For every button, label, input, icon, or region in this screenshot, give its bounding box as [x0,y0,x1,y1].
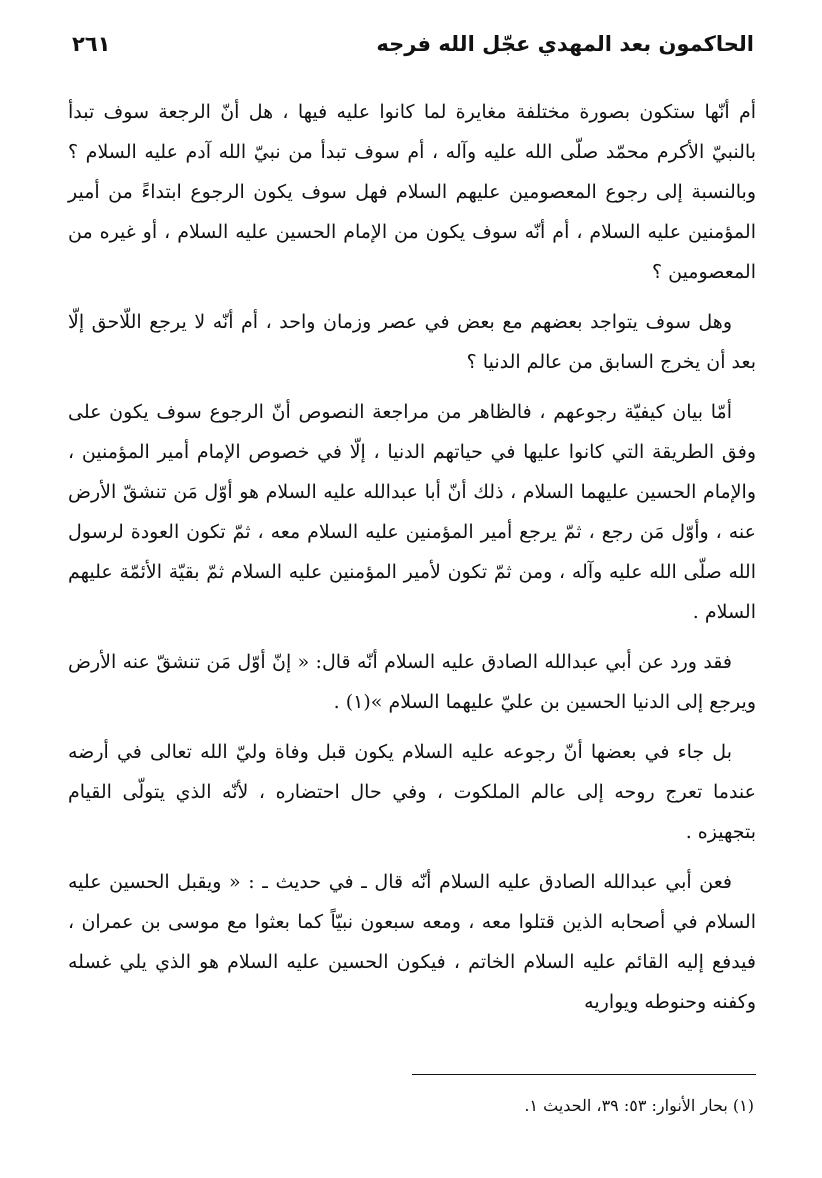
running-title: الحاكمون بعد المهدي عجّل الله فرجه [376,32,754,56]
paragraph-1: أم أنّها ستكون بصورة مختلفة مغايرة لما كانوا عليه فيها ، هل أنّ الرجعة سوف تبدأ بالنبيّ الأكرم محمّد صلّى الله عليه وآله ، أم سوف تبدأ من نبيّ الله آدم عليه السلام ؟ وبالنسبة إلى رجوع المعصومين عليهم السلام فهل سوف يكون الرجوع ابتداءً من أمير المؤمنين عليه السلام ، أم أنّه سوف يكون من الإمام الحسين عليه السلام ، أو غيره من المعصومين ؟ [68,101,756,283]
paragraph-2: وهل سوف يتواجد بعضهم مع بعض في عصر وزمان واحد ، أم أنّه لا يرجع اللّاحق إلّا بعد أن يخرج السابق من عالم الدنيا ؟ [68,311,756,373]
page-header [72,22,754,66]
paragraph-5: بل جاء في بعضها أنّ رجوعه عليه السلام يكون قبل وفاة وليّ الله تعالى في أرضه عندما تعرج روحه إلى عالم الملكوت ، وفي حال احتضاره ، لأنّه الذي يتولّى القيام بتجهيزه . [68,741,756,843]
footnote-divider [412,1074,756,1075]
paragraph-3: أمّا بيان كيفيّة رجوعهم ، فالظاهر من مراجعة النصوص أنّ الرجوع سوف يكون على وفق الطريقة التي كانوا عليها في حياتهم الدنيا ، إلّا في خصوص الإمام أمير المؤمنين ، والإمام الحسين عليهما السلام ، ذلك أنّ أبا عبدالله عليه السلام هو أوّل مَن تنشقّ الأرض عنه ، وأوّل مَن رجع ، ثمّ يرجع أمير المؤمنين عليه السلام معه ، ثمّ تكون العودة لرسول الله صلّى الله عليه وآله ، ومن ثمّ تكون لأمير المؤمنين عليه السلام ثمّ بقيّة الأئمّة عليهم السلام . [68,401,756,623]
paragraph-4: فقد ورد عن أبي عبدالله الصادق عليه السلام أنّه قال: « إنّ أوّل مَن تنشقّ عنه الأرض ويرجع إلى الدنيا الحسين بن عليّ عليهما السلام »(١) . [68,651,756,713]
paragraph-6: فعن أبي عبدالله الصادق عليه السلام أنّه قال ـ في حديث ـ : « ويقبل الحسين عليه السلام في أصحابه الذين قتلوا معه ، ومعه سبعون نبيّاً كما بعثوا مع موسى بن عمران ، فيدفع إليه القائم عليه السلام الخاتم ، فيكون الحسين عليه السلام هو الذي يلي غسله وكفنه وحنوطه ويواريه [68,871,756,1013]
footnote: (١) بحار الأنوار: ٥٣: ٣٩، الحديث ١. [524,1096,754,1115]
body-text [68,92,756,1032]
page-number: ٢٦١ [72,32,111,56]
